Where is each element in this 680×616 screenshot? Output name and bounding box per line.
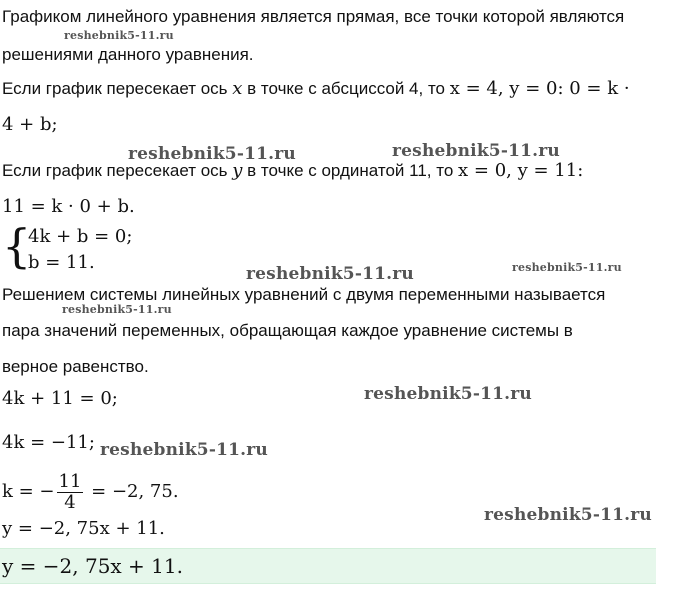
paragraph-2-line-1 <box>2 78 630 100</box>
watermark: reshebnik5-11.ru <box>246 264 414 284</box>
watermark: reshebnik5-11.ru <box>128 144 296 164</box>
answer-box <box>0 548 656 584</box>
equation-1: 11 = k · 0 + b. <box>2 196 135 217</box>
fraction-numerator: 11 <box>58 470 82 492</box>
equation-3: 4k = −11; <box>2 432 95 453</box>
watermark: reshebnik5-11.ru <box>484 505 652 525</box>
p3-math: x = 0, y = 11: <box>458 160 584 181</box>
paragraph-2-line-2: 4 + b; <box>2 114 58 135</box>
answer-equation: y = −2, 75x + 11. <box>2 554 183 578</box>
system-equation-2: b = 11. <box>28 252 95 273</box>
equation-5: y = −2, 75x + 11. <box>2 518 165 539</box>
fraction-denominator: 4 <box>64 491 76 513</box>
p2-text-mid: в точке с абсциссой 4, то <box>242 79 450 98</box>
equation-4 <box>2 470 179 514</box>
p3-var: y <box>232 160 243 181</box>
p3-text-pre: Если график пересекает ось <box>2 161 233 180</box>
paragraph-4-line-1: Решением системы линейных уравнений с двумя переменными называется <box>2 285 606 304</box>
paragraph-4-line-3: верное равенство. <box>2 357 149 376</box>
watermark: reshebnik5-11.ru <box>64 29 174 42</box>
watermark: reshebnik5-11.ru <box>100 440 268 460</box>
paragraph-1-line-2: решениями данного уравнения. <box>2 45 254 64</box>
eq4-pre: k = − <box>2 481 55 502</box>
p2-text-pre: Если график пересекает ось <box>2 79 233 98</box>
eq4-post: = −2, 75. <box>85 481 179 502</box>
system-equation-1: 4k + b = 0; <box>28 226 133 247</box>
p3-text-mid: в точке с ординатой 11, то <box>242 161 459 180</box>
equation-2: 4k + 11 = 0; <box>2 388 118 409</box>
paragraph-1-line-1: Графиком линейного уравнения является прямая, все точки которой являются <box>2 7 625 26</box>
paragraph-4-line-2: пара значений переменных, обращающая каждое уравнение системы в <box>2 321 573 340</box>
p2-math: x = 4, y = 0: 0 = k · <box>449 78 630 99</box>
watermark: reshebnik5-11.ru <box>62 303 172 316</box>
watermark: reshebnik5-11.ru <box>512 261 622 274</box>
system-brace: { <box>2 219 32 273</box>
watermark: reshebnik5-11.ru <box>364 384 532 404</box>
fraction <box>57 472 84 513</box>
watermark: reshebnik5-11.ru <box>392 141 560 161</box>
p2-var: x <box>232 78 243 99</box>
